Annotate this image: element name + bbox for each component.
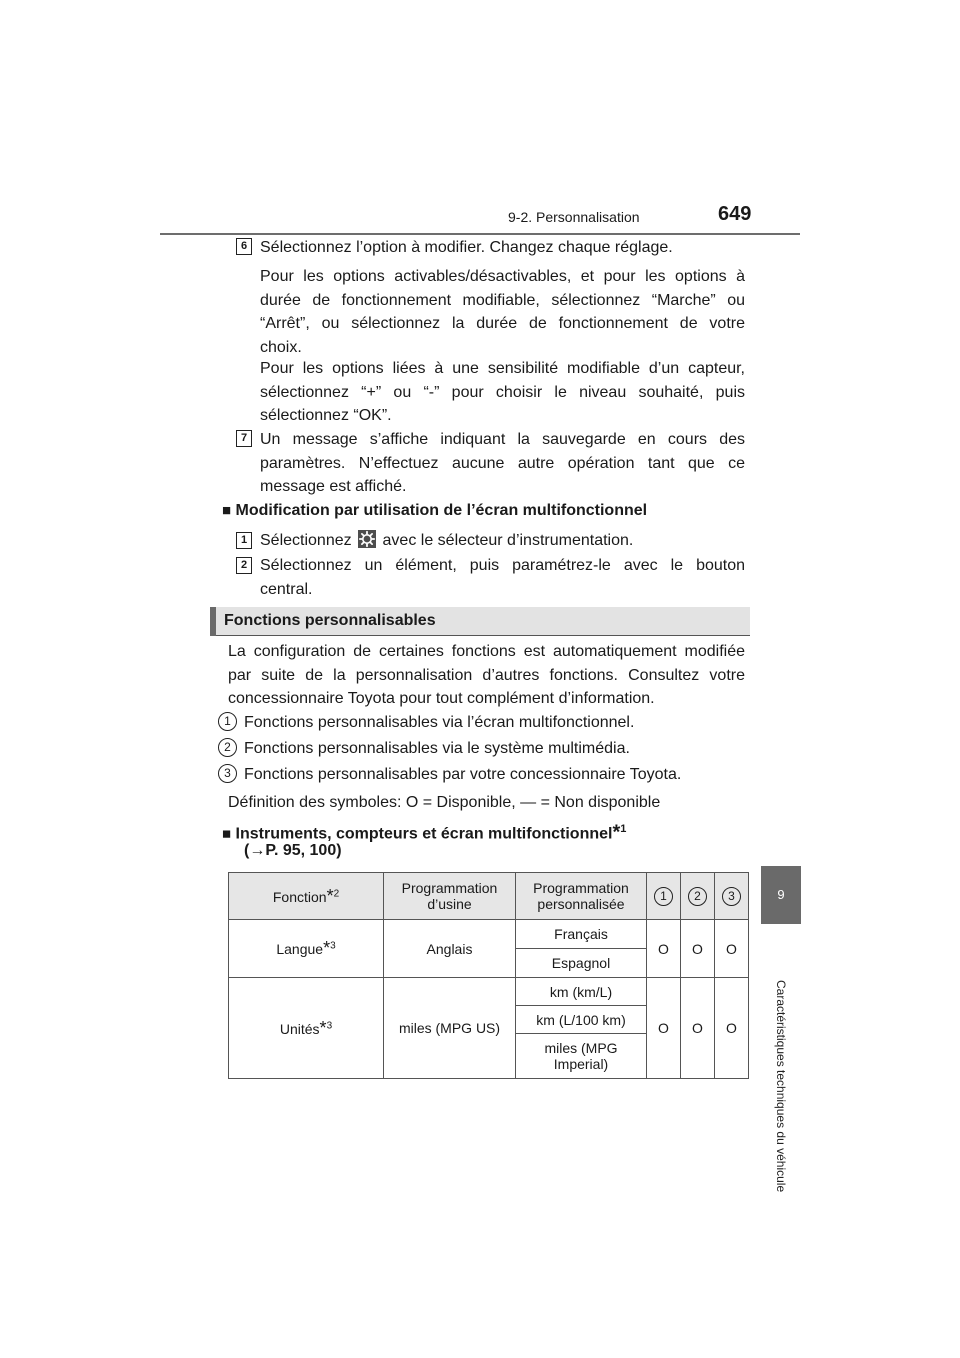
step-6-paragraph-1	[260, 265, 745, 359]
section-title-bar	[210, 607, 750, 636]
line: Un message s’affiche indiquant la sauvegarde en cours des	[260, 431, 745, 448]
step-7-text	[260, 428, 745, 499]
cell-option: miles (MPG Imperial)	[516, 1034, 647, 1079]
step-7-badge: 7	[236, 430, 252, 447]
cell-c1: O	[647, 978, 681, 1079]
line: Pour les options activables/désactivables, et pour les options à	[260, 268, 745, 285]
square-bullet-icon: ■	[222, 825, 232, 843]
page-reference[interactable]: (→P. 95, 100)	[244, 842, 342, 859]
table-row	[229, 978, 749, 1006]
line: Sélectionnez un élément, puis paramétrez-le avec le bouton	[260, 557, 745, 574]
step-2-badge: 2	[236, 557, 252, 574]
step-1-badge: 1	[236, 532, 252, 549]
cell-c2: O	[681, 920, 715, 978]
legend-3-text: Fonctions personnalisables par votre concessionnaire Toyota.	[244, 766, 682, 783]
header-rule	[160, 233, 800, 235]
legend-2-text: Fonctions personnalisables via le système multimédia.	[244, 740, 630, 757]
line: sélectionnez “OK”.	[260, 407, 392, 424]
line: sélectionnez “+” ou “-” pour choisir le niveau souhaité, puis	[260, 383, 745, 401]
table-heading-text: Instruments, compteurs et écran multifonctionnel	[235, 825, 613, 843]
cell-usine: miles (MPG US)	[384, 978, 516, 1079]
cell-c3: O	[715, 978, 749, 1079]
header-col-3: 3	[715, 873, 749, 920]
footnote-star: *	[612, 821, 621, 844]
cell-option: Français	[516, 920, 647, 949]
step-1-pre: Sélectionnez	[260, 532, 352, 549]
header-prog-perso: Programmation personnalisée	[516, 873, 647, 920]
line: concessionnaire Toyota pour tout complément d’information.	[228, 690, 655, 707]
line: paramètres. N’effectuez aucune autre opération tant que ce	[260, 454, 745, 472]
step-1-post: avec le sélecteur d’instrumentation.	[382, 532, 634, 549]
page-number: 649	[718, 203, 752, 225]
subsection-heading	[222, 502, 647, 520]
cell-option: km (km/L)	[516, 978, 647, 1006]
line: La configuration de certaines fonctions est automatiquement modifiée	[228, 643, 745, 660]
settings-gear-icon	[358, 530, 376, 548]
step-1-text	[260, 529, 745, 553]
table-row	[229, 920, 749, 949]
legend-1-number: 1	[218, 712, 237, 731]
cell-option: km (L/100 km)	[516, 1006, 647, 1034]
line: message est affiché.	[260, 478, 407, 495]
cell-usine: Anglais	[384, 920, 516, 978]
header-col-2: 2	[681, 873, 715, 920]
cell-option: Espagnol	[516, 949, 647, 978]
cell-c1: O	[647, 920, 681, 978]
table-header-row	[229, 873, 749, 920]
step-2-text	[260, 554, 745, 601]
cell-fonction: Unités*$^3$	[229, 978, 384, 1079]
step-6-text: Sélectionnez l’option à modifier. Changez chaque réglage.	[260, 239, 673, 256]
step-6-paragraph-2	[260, 357, 745, 428]
header-col-1: 1	[647, 873, 681, 920]
legend-1-text: Fonctions personnalisables via l’écran multifonctionnel.	[244, 714, 635, 731]
chapter-label: Caractéristiques techniques du véhicule	[774, 980, 788, 1193]
line: Pour les options liées à une sensibilité modifiable d’un capteur,	[260, 360, 745, 377]
customization-table	[228, 872, 749, 1079]
section-accent	[210, 607, 216, 636]
step-6-badge: 6	[236, 238, 252, 255]
symbols-definition: Définition des symboles: O = Disponible, — = Non disponible	[228, 794, 661, 811]
section-title: Fonctions personnalisables	[224, 612, 436, 629]
cell-fonction: Langue*$^3$	[229, 920, 384, 978]
line: durée de fonctionnement modifiable, sélectionnez “Marche” ou	[260, 291, 745, 309]
legend-2-number: 2	[218, 738, 237, 757]
cell-c2: O	[681, 978, 715, 1079]
square-bullet-icon: ■	[222, 502, 232, 519]
line: “Arrêt”, ou sélectionnez la durée de fonctionnement de votre	[260, 315, 745, 332]
footnote-number: 1	[620, 823, 627, 835]
cell-c3: O	[715, 920, 749, 978]
section-header: 9-2. Personnalisation	[508, 209, 640, 225]
chapter-tab[interactable]: 9	[761, 866, 801, 924]
intro-paragraph	[228, 640, 745, 711]
subsection-heading-text: Modification par utilisation de l’écran multifonctionnel	[235, 502, 648, 519]
header-prog-usine: Programmation d’usine	[384, 873, 516, 920]
line: central.	[260, 580, 313, 598]
line: choix.	[260, 338, 302, 356]
legend-3-number: 3	[218, 764, 237, 783]
header-fonction: Fonction*$^2$	[229, 873, 384, 920]
line: par suite de la personnalisation d’autres fonctions. Consultez votre	[228, 666, 745, 684]
